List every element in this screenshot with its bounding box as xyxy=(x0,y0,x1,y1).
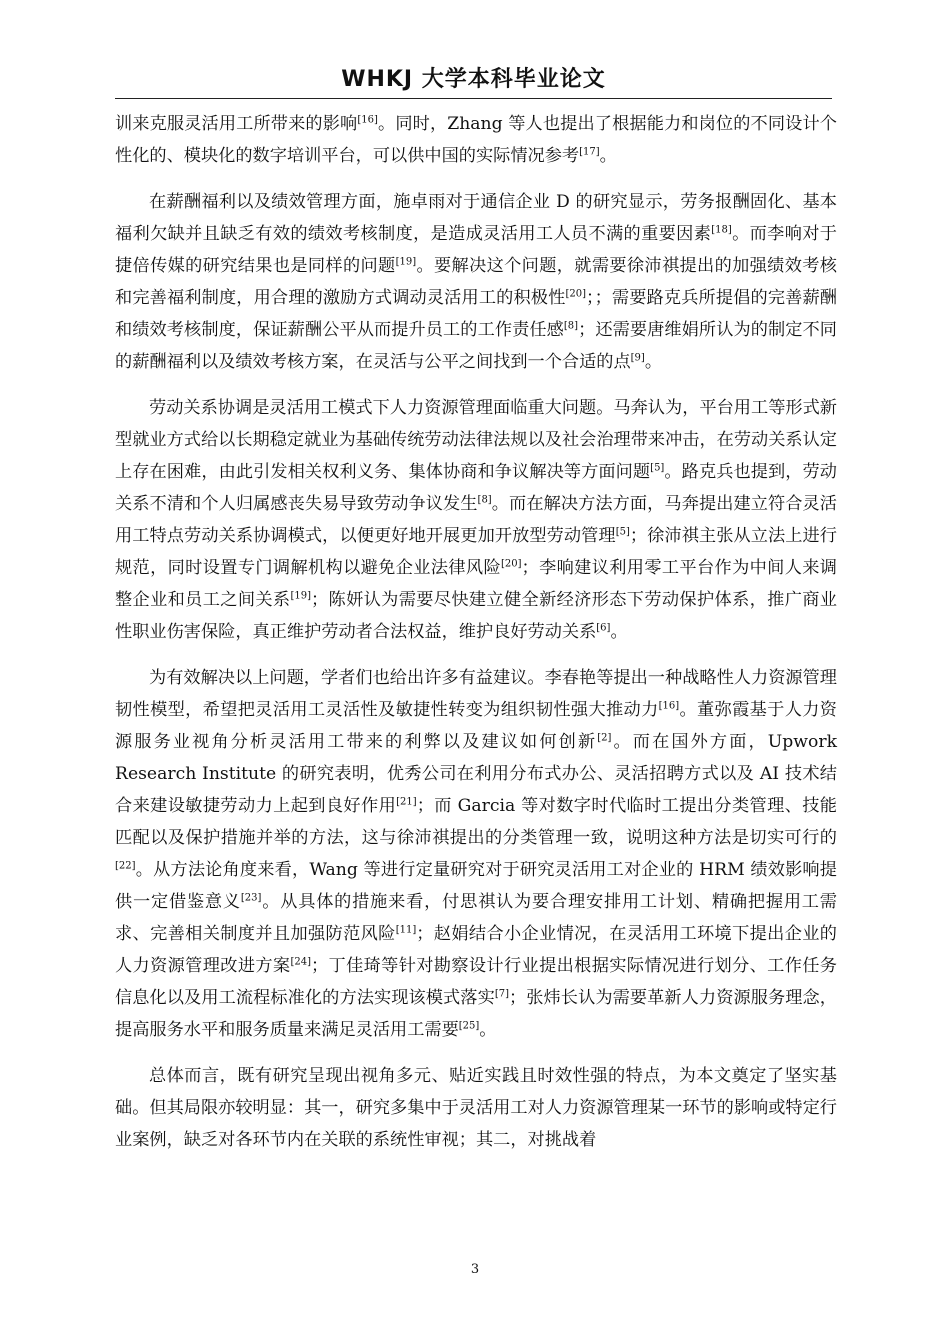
citation-ref: [2] xyxy=(597,732,612,744)
text-run: ；还需要唐维娟所认为的制定不同的薪酬福利以及绩效考核方案，在灵活与公平之间找到一个合适的点 xyxy=(115,320,837,372)
citation-ref: [23] xyxy=(240,892,262,904)
citation-ref: [5] xyxy=(650,462,665,474)
citation-ref: [20] xyxy=(565,288,586,300)
text-run: 。 xyxy=(644,352,663,372)
text-run: 。而李响对于捷倍传媒的研究结果也是同样的问题 xyxy=(115,224,837,276)
text-run: 劳动关系协调是灵活用工模式下人力资源管理面临重大问题。马奔认为，平台用工等形式新型就业方式给以长期稳定就业为基础传统劳动法律法规以及社会治理带来冲击，在劳动关系认定上存在困难，由此引发相关权利义务、集体协商和争议解决等方面问题 xyxy=(115,398,837,482)
body-paragraph xyxy=(115,1060,837,1156)
text-run: ；徐沛祺主张从立法上进行规范，同时设置专门调解机构以避免企业法律风险 xyxy=(115,526,837,578)
citation-ref: [16] xyxy=(357,114,378,126)
body-paragraph xyxy=(115,108,837,172)
text-run: ；丁佳琦等针对勘察设计行业提出根据实际情况进行划分、工作任务信息化以及用工流程标准化的方法实现该模式落实 xyxy=(115,956,837,1008)
text-run: 。董弥霞基于人力资源服务业视角分析灵活用工带来的利弊以及建议如何创新 xyxy=(115,700,837,752)
citation-ref: [17] xyxy=(579,146,600,158)
text-run: 。从方法论角度来看，Wang 等进行定量研究对于研究灵活用工对企业的 HRM 绩效影响提供一定借鉴意义 xyxy=(115,860,837,912)
text-run: ；张炜长认为需要革新人力资源服务理念，提高服务水平和服务质量来满足灵活用工需要 xyxy=(115,988,837,1040)
body-paragraph xyxy=(115,392,837,648)
text-run: 为有效解决以上问题，学者们也给出许多有益建议。李春艳等提出一种战略性人力资源管理韧性模型，希望把灵活用工灵活性及敏捷性转变为组织韧性强大推动力 xyxy=(115,668,837,720)
citation-ref: [5] xyxy=(615,526,630,538)
header-rule xyxy=(115,98,832,99)
citation-ref: [19] xyxy=(395,256,417,268)
text-run: 。同时，Zhang 等人也提出了根据能力和岗位的不同设计个性化的、模块化的数字培训平台，可以供中国的实际情况参考 xyxy=(115,114,837,166)
body-paragraph xyxy=(115,662,837,1046)
citation-ref: [8] xyxy=(477,494,492,506)
text-run: 。从具体的措施来看，付思祺认为要合理安排用工计划、精确把握用工需求、完善相关制度并且加强防范风险 xyxy=(115,892,837,944)
citation-ref: [8] xyxy=(563,320,579,332)
text-run: 在薪酬福利以及绩效管理方面，施卓雨对于通信企业 D 的研究显示，劳务报酬固化、基本福利欠缺并且缺乏有效的绩效考核制度，是造成灵活用工人员不满的重要因素 xyxy=(115,192,837,244)
text-run: ；；需要路克兵所提倡的完善薪酬和绩效考核制度，保证薪酬公平从而提升员工的工作责任感 xyxy=(115,288,837,340)
citation-ref: [19] xyxy=(290,590,311,602)
citation-ref: [7] xyxy=(494,988,510,1000)
text-run: 总体而言，既有研究呈现出视角多元、贴近实践且时效性强的特点，为本文奠定了坚实基础。但其局限亦较明显：其一，研究多集中于灵活用工对人力资源管理某一环节的影响或特定行业案例，缺乏对各环节内在关联的系统性审视；其二，对挑战着 xyxy=(115,1066,837,1150)
text-run: ；而 Garcia 等对数字时代临时工提出分类管理、技能匹配以及保护措施并举的方法，这与徐沛祺提出的分类管理一致，说明这种方法是切实可行的 xyxy=(115,796,837,848)
citation-ref: [24] xyxy=(290,956,311,968)
text-run: ；赵娟结合小企业情况，在灵活用工环境下提出企业的人力资源管理改进方案 xyxy=(115,924,837,976)
text-run: ；李响建议利用零工平台作为中间人来调整企业和员工之间关系 xyxy=(115,558,837,610)
page-header xyxy=(115,60,832,100)
body-paragraph xyxy=(115,186,837,378)
header-title: WHKJ 大学本科毕业论文 xyxy=(341,67,606,92)
text-run: 。 xyxy=(610,622,628,642)
citation-ref: [16] xyxy=(658,700,680,712)
citation-ref: [6] xyxy=(596,622,611,634)
text-run: 。而在解决方法方面，马奔提出建立符合灵活用工特点劳动关系协调模式，以便更好地开展更加开放型劳动管理 xyxy=(115,494,837,546)
text-run: 。 xyxy=(479,1020,497,1040)
citation-ref: [9] xyxy=(630,352,645,364)
text-run: ；陈妍认为需要尽快建立健全新经济形态下劳动保护体系，推广商业性职业伤害保险，真正维护劳动者合法权益，维护良好劳动关系 xyxy=(115,590,837,642)
text-run: 训来克服灵活用工所带来的影响 xyxy=(115,114,358,134)
text-run: 。路克兵也提到，劳动关系不清和个人归属感丧失易导致劳动争议发生 xyxy=(115,462,837,514)
citation-ref: [11] xyxy=(395,924,417,936)
body-text xyxy=(115,108,837,1156)
page-number: 3 xyxy=(470,1262,480,1277)
citation-ref: [20] xyxy=(501,558,522,570)
citation-ref: [21] xyxy=(396,796,417,808)
text-run: 。而在国外方面，Upwork Research Institute 的研究表明，优秀公司在利用分布式办公、灵活招聘方式以及 AI 技术结合来建设敏捷劳动力上起到良好作用 xyxy=(115,732,837,816)
text-run: 。 xyxy=(599,146,617,166)
citation-ref: [25] xyxy=(458,1020,480,1032)
citation-ref: [18] xyxy=(711,224,732,236)
text-run: 。要解决这个问题，就需要徐沛祺提出的加强绩效考核和完善福利制度，用合理的激励方式调动灵活用工的积极性 xyxy=(115,256,837,308)
citation-ref: [22] xyxy=(115,860,136,872)
